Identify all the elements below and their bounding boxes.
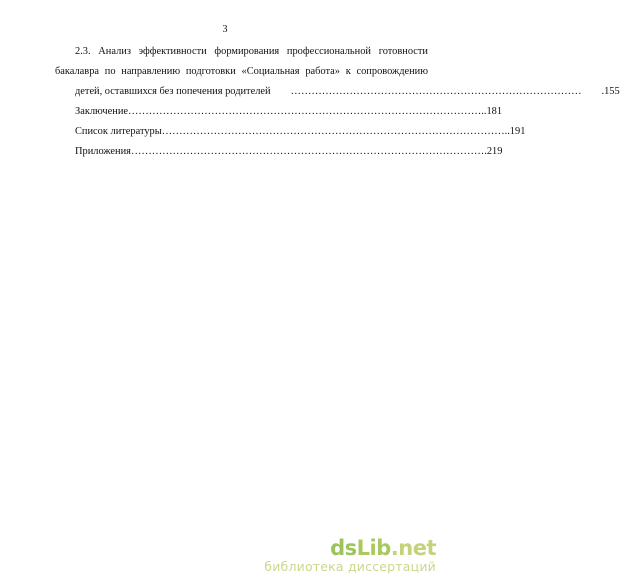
toc-entry-title-line: 2.3. Анализ эффективности формирования профессиональной готовности xyxy=(75,46,428,57)
toc-entry-title: Приложения xyxy=(75,146,131,157)
page-number: 3 xyxy=(222,24,228,35)
toc-entry-section-2-3 xyxy=(55,42,620,102)
watermark-logo-ds: ds xyxy=(330,536,357,560)
toc-page-number: ..181 xyxy=(481,106,503,117)
toc-page-number: .155 xyxy=(601,86,620,97)
toc-entry-appendices xyxy=(55,142,503,162)
toc-page-number: ..191 xyxy=(504,126,526,137)
toc-entry-title: Заключение xyxy=(75,106,128,117)
toc-entry-last-line xyxy=(55,82,620,102)
toc-leader-dots: ……………………………………………………………………………………… xyxy=(161,126,505,137)
toc-leader-dots: ……………………………………………………………………………………… xyxy=(130,146,474,157)
toc-entry-title-line: бакалавра по направлению подготовки «Социальная работа» к сопровождению xyxy=(55,66,428,77)
toc-entry-references xyxy=(55,122,526,142)
watermark xyxy=(264,537,436,574)
toc-entry-conclusion xyxy=(55,102,503,122)
watermark-logo xyxy=(264,537,436,559)
toc-entry-title: Список литературы xyxy=(75,126,162,137)
watermark-subtitle: библиотека диссертаций xyxy=(264,559,436,574)
watermark-logo-lib: Lib xyxy=(356,536,391,560)
toc-leader-dots: ………………………………………………………………………… xyxy=(290,86,582,97)
toc-leader-dots: ………………………………………………………………………………………… xyxy=(128,106,482,117)
toc-entry-title-line: детей, оставшихся без попечения родителей xyxy=(75,86,271,97)
watermark-logo-net: .net xyxy=(390,536,436,560)
toc-page-number: ….219 xyxy=(473,146,503,157)
table-of-contents xyxy=(55,42,620,162)
